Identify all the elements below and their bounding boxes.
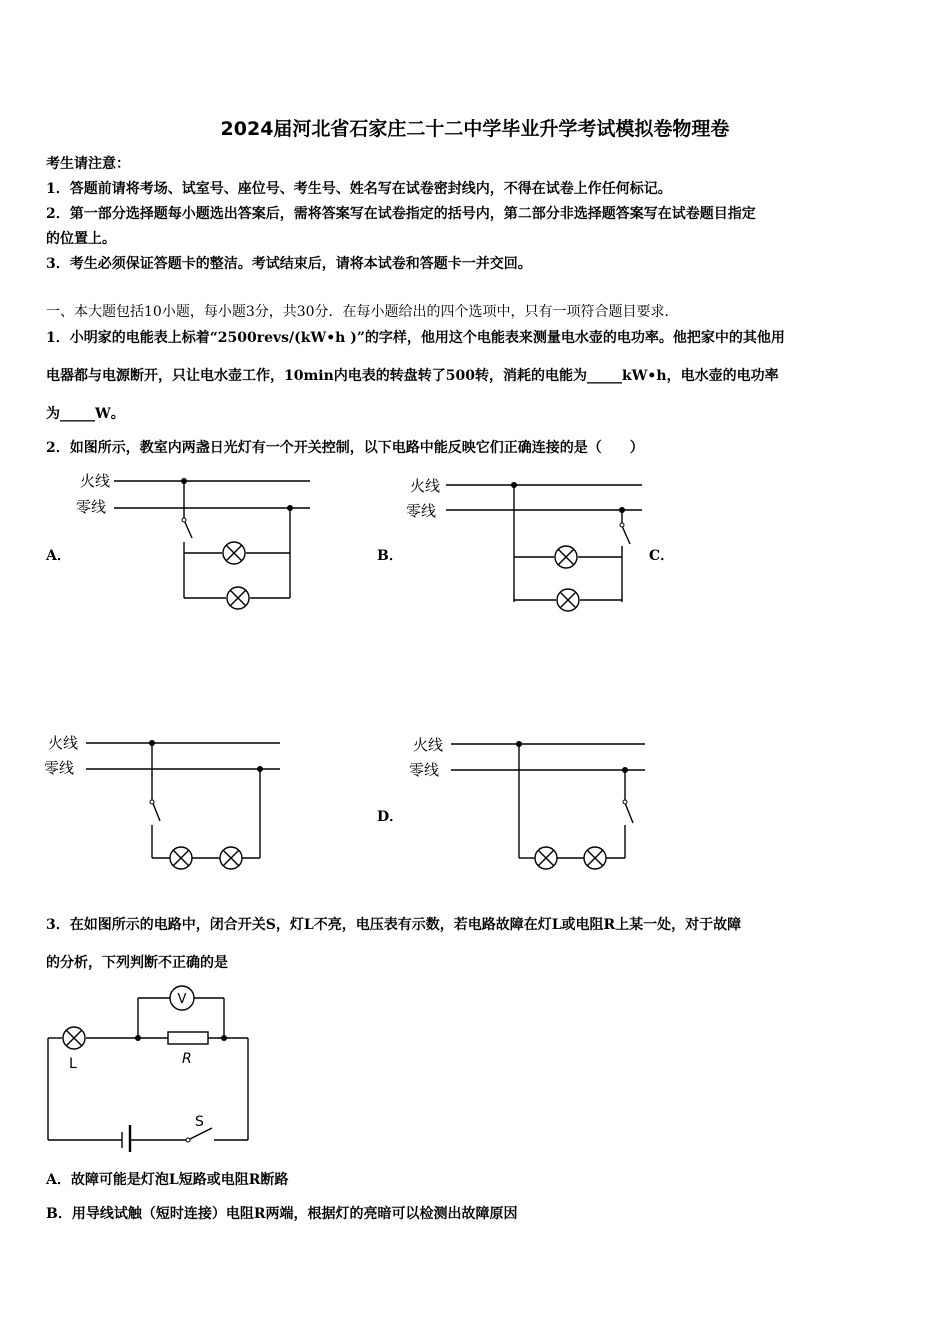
question-2-stem: 2．如图所示，教室内两盏日光灯有一个开关控制，以下电路中能反映它们正确连接的是（ ） bbox=[46, 440, 644, 456]
neutral-wire-label: 零线 bbox=[44, 759, 75, 777]
question-1-line: 电器都与电源断开，只让电水壶工作，10min内电表的转盘转了500转，消耗的电能为_____kW•h，电水壶的电功率 bbox=[46, 368, 779, 384]
option-c-label: C． bbox=[649, 548, 675, 564]
live-wire-label: 火线 bbox=[48, 734, 79, 752]
circuit-option-c bbox=[40, 731, 290, 876]
neutral-wire-label: 零线 bbox=[76, 498, 107, 516]
question-3-option-b: B．用导线试触（短时连接）电阻R两端，根据灯的亮暗可以检测出故障原因 bbox=[46, 1206, 518, 1222]
question-1-line: 1．小明家的电能表上标着“2500revs/(kW•h )”的字样，他用这个电能表来测量电水壶的电功率。他把家中的其他用 bbox=[46, 330, 785, 346]
live-wire-label: 火线 bbox=[410, 477, 441, 495]
lamp-label: L bbox=[69, 1056, 77, 1072]
option-a-label: A． bbox=[46, 548, 71, 564]
neutral-wire-label: 零线 bbox=[409, 761, 440, 779]
live-wire-label: 火线 bbox=[80, 472, 111, 490]
question-3-line: 3．在如图所示的电路中，闭合开关S，灯L不亮，电压表有示数，若电路故障在灯L或电阻R上某一处，对于故障 bbox=[46, 917, 742, 933]
circuit-option-a bbox=[70, 470, 320, 610]
question-3-line: 的分析，下列判断不正确的是 bbox=[46, 955, 228, 971]
section-heading: 一、本大题包括10小题，每小题3分，共30分．在每小题给出的四个选项中，只有一项符合题目要求． bbox=[46, 304, 679, 320]
live-wire-label: 火线 bbox=[413, 736, 444, 754]
voltmeter-label: V bbox=[177, 992, 187, 1007]
question-3-option-a: A．故障可能是灯泡L短路或电阻R断路 bbox=[46, 1172, 289, 1188]
page-title: 2024届河北省石家庄二十二中学毕业升学考试模拟卷物理卷 bbox=[220, 118, 730, 140]
question-1-line: 为_____W。 bbox=[46, 406, 125, 422]
neutral-wire-label: 零线 bbox=[406, 502, 437, 520]
circuit-question-3 bbox=[40, 982, 270, 1152]
notice-item: 2．第一部分选择题每小题选出答案后，需将答案写在试卷指定的括号内，第二部分非选择题答案写在试卷题目指定 bbox=[46, 206, 756, 222]
circuit-option-d bbox=[405, 733, 655, 878]
option-d-label: D． bbox=[377, 809, 404, 825]
switch-label: S bbox=[195, 1114, 204, 1130]
notice-item: 1．答题前请将考场、试室号、座位号、考生号、姓名写在试卷密封线内，不得在试卷上作任何标记。 bbox=[46, 181, 672, 197]
resistor-label: R bbox=[182, 1051, 192, 1067]
notice-item: 的位置上。 bbox=[46, 231, 116, 247]
option-b-label: B． bbox=[377, 548, 403, 564]
notice-item: 3．考生必须保证答题卡的整洁。考试结束后，请将本试卷和答题卡一并交回。 bbox=[46, 256, 532, 272]
notice-heading: 考生请注意： bbox=[46, 156, 130, 172]
circuit-option-b bbox=[402, 474, 652, 614]
